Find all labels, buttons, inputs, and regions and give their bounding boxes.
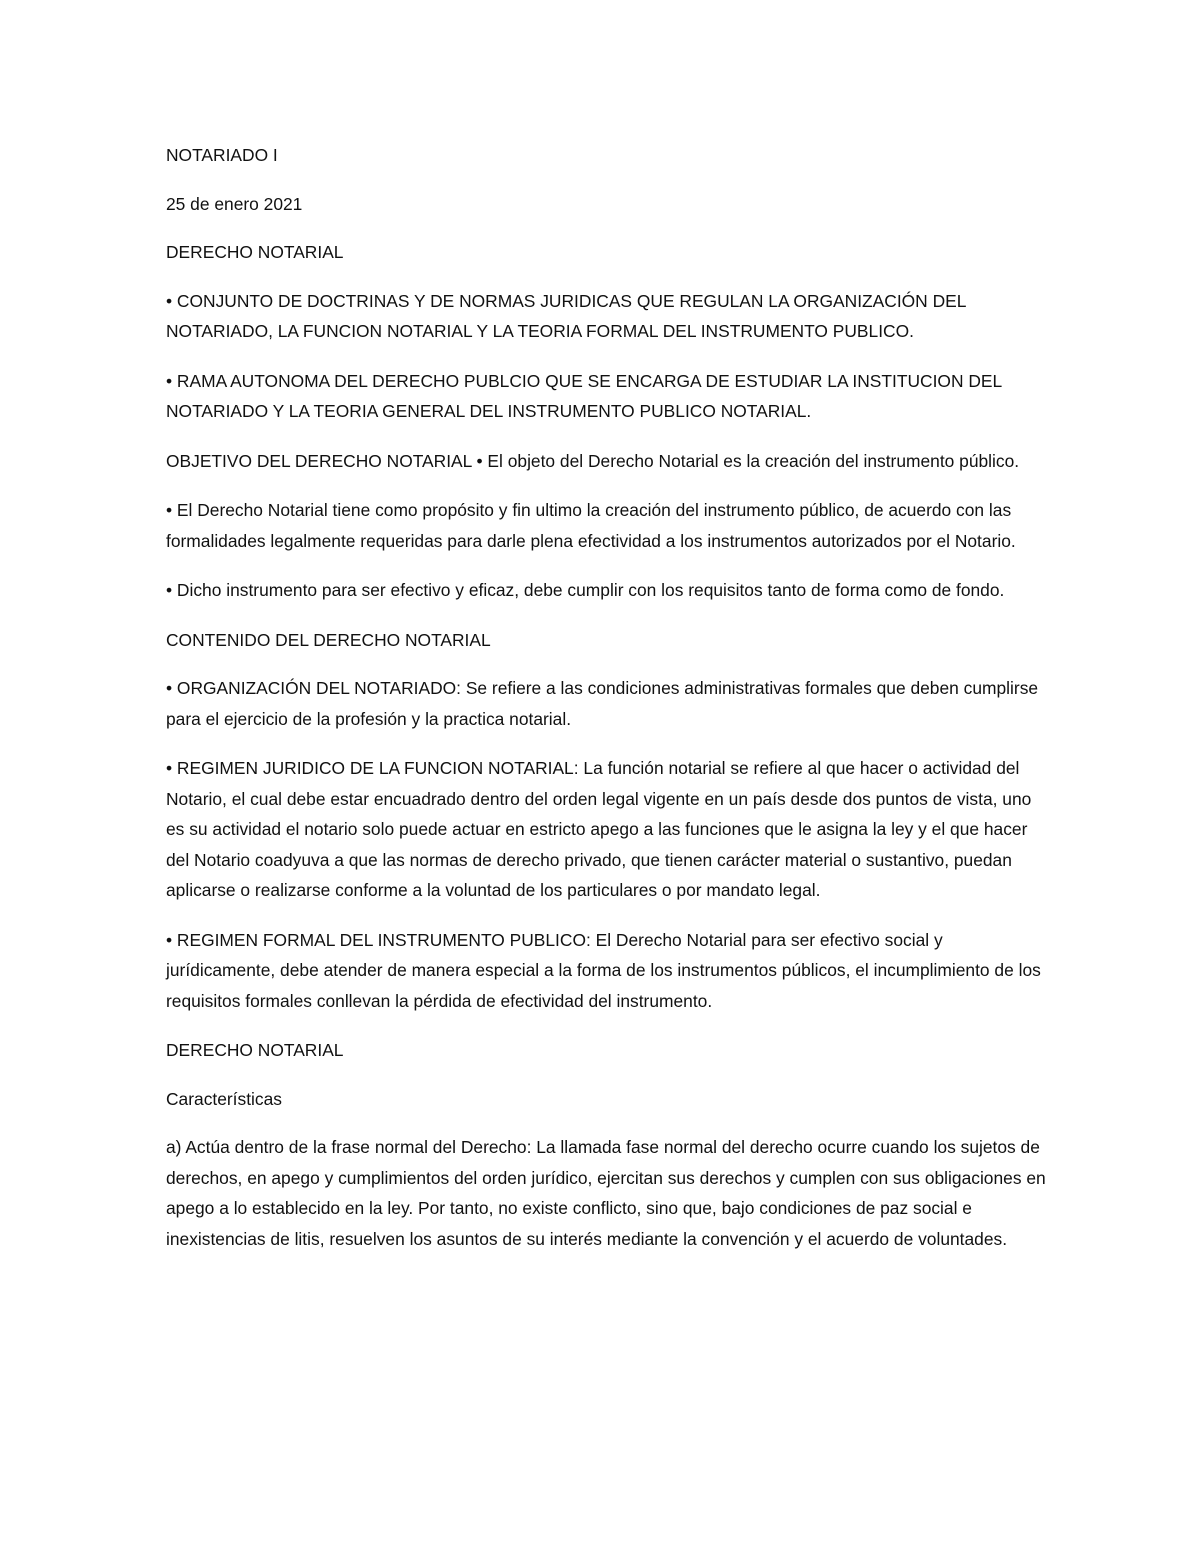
document-title: NOTARIADO I (166, 145, 278, 165)
paragraph-requisitos: • Dicho instrumento para ser efectivo y eficaz, debe cumplir con los requisitos tanto de forma como de fondo. (166, 580, 1005, 600)
paragraph-fase-normal: a) Actúa dentro de la frase normal del Derecho: La llamada fase normal del derecho ocurre cuando los sujetos de derechos, en apego y cumplimientos del orden jurídico, ejercitan sus derechos y cumplen con sus obligaciones en apego a lo establecido en la ley. Por tanto, no existe conflicto, sino que, bajo condiciones de paz social e inexistencias de litis, resuelven los asuntos de su interés mediante la convención y el acuerdo de voluntades. (166, 1137, 1046, 1249)
paragraph-objetivo: OBJETIVO DEL DERECHO NOTARIAL • El objeto del Derecho Notarial es la creación del instrumento público. (166, 450, 1020, 471)
paragraph-regimen-formal: • REGIMEN FORMAL DEL INSTRUMENTO PUBLICO: El Derecho Notarial para ser efectivo social y jurídicamente, debe atender de manera especial a la forma de los instrumentos públicos, el incumplimiento de los requisitos formales conllevan la pérdida de efectividad del instrumento. (166, 929, 1041, 1011)
paragraph-definition-1: • CONJUNTO DE DOCTRINAS Y DE NORMAS JURIDICAS QUE REGULAN LA ORGANIZACIÓN DEL NOTARIADO, LA FUNCION NOTARIAL Y LA TEORIA FORMAL DEL INSTRUMENTO PUBLICO. (166, 290, 966, 341)
section-heading-caracteristicas: Características (166, 1088, 282, 1109)
section-heading-contenido: CONTENIDO DEL DERECHO NOTARIAL (166, 629, 491, 650)
document-date: 25 de enero 2021 (166, 193, 303, 214)
paragraph-proposito: • El Derecho Notarial tiene como propósito y fin ultimo la creación del instrumento público, de acuerdo con las formalidades legalmente requeridas para darle plena efectividad a los instrumentos autorizados por el Notario. (166, 500, 1016, 551)
document-body (166, 140, 1046, 1273)
paragraph-organizacion: • ORGANIZACIÓN DEL NOTARIADO: Se refiere a las condiciones administrativas formales que deben cumplirse para el ejercicio de la profesión y la practica notarial. (166, 678, 1039, 729)
section-heading-derecho-notarial: DERECHO NOTARIAL (166, 242, 344, 262)
paragraph-definition-2: • RAMA AUTONOMA DEL DERECHO PUBLCIO QUE SE ENCARGA DE ESTUDIAR LA INSTITUCION DEL NOTARIADO Y LA TEORIA GENERAL DEL INSTRUMENTO PUBLICO NOTARIAL. (166, 370, 1002, 421)
section-heading-derecho-notarial-2: DERECHO NOTARIAL (166, 1040, 344, 1060)
paragraph-regimen-juridico: • REGIMEN JURIDICO DE LA FUNCION NOTARIAL: La función notarial se refiere al que hacer o actividad del Notario, el cual debe estar encuadrado dentro del orden legal vigente en un país desde dos puntos de vista, uno es su actividad el notario solo puede actuar en estricto apego a las funciones que le asigna la ley y el que hacer del Notario coadyuva a que las normas de derecho privado, que tienen carácter material o sustantivo, puedan aplicarse o realizarse conforme a la voluntad de los particulares o por mandato legal. (166, 758, 1032, 900)
